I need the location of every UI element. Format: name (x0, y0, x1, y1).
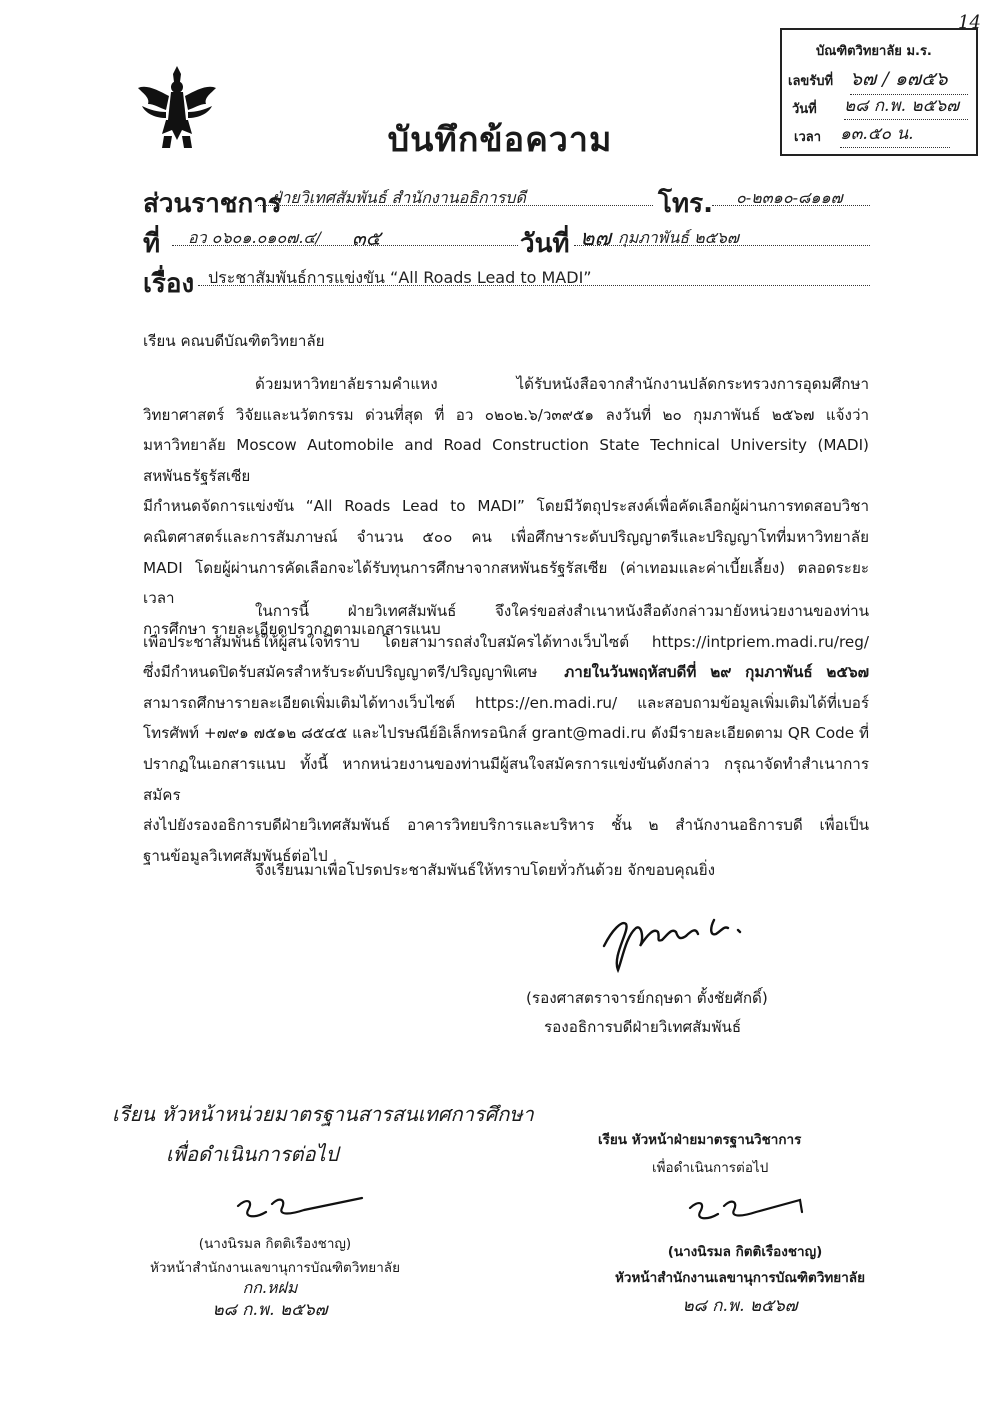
para2-deadline-date: ภายในวันพฤหัสบดีที่ ๒๙ กุมภาพันธ์ ๒๕๖๗ (564, 663, 870, 682)
subject-label: เรื่อง (143, 269, 195, 299)
left-note-position: หัวหน้าสำนักงานเลขานุการบัณฑิตวิทยาลัย (150, 1260, 400, 1276)
closing-line: จึงเรียนมาเพื่อโปรดประชาสัมพันธ์ให้ทราบโดยทั่วกันด้วย จักขอบคุณยิ่ง (255, 861, 716, 879)
para1-line: การศึกษา รายละเอียดปรากฏตามเอกสารแนบ (143, 619, 441, 638)
paragraph-request (143, 596, 869, 871)
stamp-date-label: วันที่ (792, 102, 817, 117)
agency-value: ฝ่ายวิเทศสัมพันธ์ สำนักงานอธิการบดี (272, 188, 526, 207)
reference-suffix: ๓๕ (352, 226, 381, 250)
para2-line-deadline (143, 657, 869, 688)
left-note-date: ๒๘ ก.พ. ๒๕๖๗ (212, 1300, 328, 1320)
para1-line: มหาวิทยาลัย Moscow Automobile and Road Construction State Technical University (MADI) สหพันธรัฐรัสเซีย (143, 436, 869, 485)
para2-line: ปรากฏในเอกสารแนบ ทั้งนี้ หากหน่วยงานของท่านมีผู้สนใจสมัครการแข่งขันดังกล่าว กรุณาจัดทำสำเนาการสมัคร (143, 754, 869, 804)
left-note-initials: กก.หฝม (242, 1278, 298, 1297)
right-note-date: ๒๘ ก.พ. ๒๕๖๗ (682, 1296, 798, 1316)
stamp-time-value: ๑๓.๕๐ น. (840, 120, 950, 148)
right-note-position: หัวหน้าสำนักงานเลขานุการบัณฑิตวิทยาลัย (615, 1270, 865, 1286)
left-note-signature-icon (232, 1188, 372, 1228)
right-note-line2: เพื่อดำเนินการต่อไป (652, 1160, 769, 1176)
para2-line: ในการนี้ ฝ่ายวิเทศสัมพันธ์ จึงใคร่ขอส่งสำเนาหนังสือดังกล่าวมายังหน่วยงานของท่าน (255, 602, 869, 620)
right-note-line1: เรียน หัวหน้าฝ่ายมาตรฐานวิชาการ (598, 1132, 802, 1148)
signer-name: (รองศาสตราจารย์กฤษดา ตั้งชัยศักดิ์) (526, 989, 768, 1007)
corner-page-note: 14 (958, 12, 981, 33)
date-month-year: กุมภาพันธ์ ๒๕๖๗ (618, 228, 739, 247)
para2-line: โทรศัพท์ +๗๙๑ ๗๕๑๒ ๘๕๔๕ และไปรษณีย์อิเล็กทรอนิกส์ grant@madi.ru ดังมีรายละเอียดตาม QR Code ที่ (143, 724, 869, 743)
para1-line: คณิตศาสตร์และการสัมภาษณ์ จำนวน ๕๐๐ คน เพื่อศึกษาระดับปริญญาตรีและปริญญาโทที่มหาวิทยาลัย (143, 527, 869, 546)
left-note-name: (นางนิรมล กิตติเรืองชาญ) (198, 1236, 352, 1252)
phone-label: โทร. (658, 189, 713, 219)
para1-line: ด้วยมหาวิทยาลัยรามคำแหง ได้รับหนังสือจากสำนักงานปลัดกระทรวงการอุดมศึกษา (255, 375, 869, 393)
stamp-time-label: เวลา (794, 130, 822, 145)
agency-label: ส่วนราชการ (143, 189, 282, 219)
para2-line: ส่งไปยังรองอธิการบดีฝ่ายวิเทศสัมพันธ์ อาคารวิทยบริการและบริหาร ชั้น ๒ สำนักงานอธิการบดี เพื่อเป็น (143, 816, 869, 835)
para2-deadline-prefix: ซึ่งมีกำหนดปิดรับสมัครสำหรับระดับปริญญาตรี/ปริญญาพิเศษ (143, 663, 538, 682)
phone-value: ๐-๒๓๑๐-๘๑๑๗ (736, 188, 843, 207)
para2-line: ฐานข้อมูลวิเทศสัมพันธ์ต่อไป (143, 846, 328, 865)
left-note-line1: เรียน หัวหน้าหน่วยมาตรฐานสารสนเทศการศึกษา (112, 1102, 534, 1126)
document-title: บันทึกข้อความ (387, 120, 613, 160)
date-day: ๒๗ (580, 226, 612, 251)
para1-line: มีกำหนดจัดการแข่งขัน “All Roads Lead to MADI” โดยมีวัตถุประสงค์เพื่อคัดเลือกผู้ผ่านการทดสอบวิชา (143, 497, 869, 516)
para2-line: สามารถศึกษารายละเอียดเพิ่มเติมได้ทางเว็บไซต์ https://en.madi.ru/ และสอบถามข้อมูลเพิ่มเติมได้ที่เบอร์ (143, 693, 869, 712)
salutation: เรียน คณบดีบัณฑิตวิทยาลัย (143, 332, 325, 350)
para1-line: MADI โดยผู้ผ่านการคัดเลือกจะได้รับทุนการศึกษาจากสหพันธรัฐรัสเซีย (ค่าเทอมและค่าเบี้ยเลี้ยง) ตลอดระยะเวลา (143, 558, 869, 608)
left-note-line2: เพื่อดำเนินการต่อไป (166, 1142, 339, 1166)
para2-line: เพื่อประชาสัมพันธ์ให้ผู้สนใจทราบ โดยสามารถส่งใบสมัครได้ทางเว็บไซต์ https://intpriem.madi.ru/reg/ (143, 632, 869, 651)
stamp-receipt-number: ๖๗ / ๑๗๕๖ (850, 64, 968, 95)
para1-line: วิทยาศาสตร์ วิจัยและนวัตกรรม ด่วนที่สุด ที่ อว ๐๒๐๒.๖/ว๓๙๕๑ ลงวันที่ ๒๐ กุมภาพันธ์ ๒๕๖๗ แจ้งว่า (143, 405, 869, 424)
subject-value: ประชาสัมพันธ์การแข่งขัน “All Roads Lead to MADI” (208, 268, 592, 287)
signer-position: รองอธิการบดีฝ่ายวิเทศสัมพันธ์ (544, 1018, 742, 1036)
right-note-signature-icon (682, 1192, 812, 1228)
right-note-name: (นางนิรมล กิตติเรืองชาญ) (667, 1244, 823, 1260)
reference-value: อว ๐๖๐๑.๐๑๐๗.๔/ (188, 228, 321, 247)
signer-signature-icon (592, 900, 772, 980)
reference-label: ที่ (143, 229, 161, 259)
stamp-header: บัณฑิตวิทยาลัย ม.ร. (816, 44, 932, 59)
date-label: วันที่ (520, 229, 570, 259)
stamp-receipt-label: เลขรับที่ (788, 74, 834, 89)
stamp-date-value: ๒๘ ก.พ. ๒๕๖๗ (844, 92, 968, 120)
